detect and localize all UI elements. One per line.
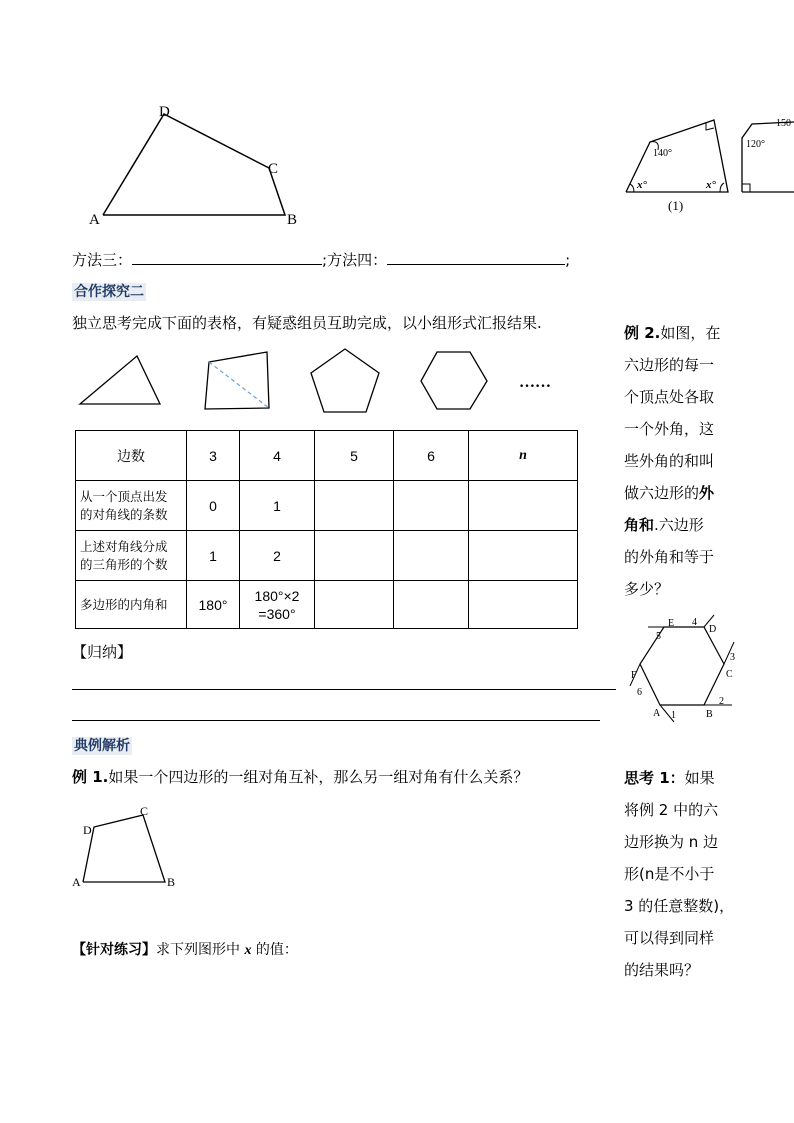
example2-bold-term: 外	[699, 484, 715, 502]
fig1-caption: (1)	[668, 198, 684, 213]
section2-instruction: 独立思考完成下面的表格，有疑惑组员互助完成，以小组形式汇报结果.	[72, 314, 542, 332]
table-cell[interactable]	[469, 581, 578, 629]
hex-vertex-c: C	[726, 669, 733, 680]
hex-angle-3: 3	[730, 652, 735, 663]
table-header-cell: n	[469, 431, 578, 481]
polygon-table	[75, 430, 578, 629]
table-cell: 1	[187, 531, 240, 581]
hex-angle-6: 6	[637, 687, 642, 698]
table-cell[interactable]	[315, 531, 394, 581]
table-cell[interactable]	[394, 531, 469, 581]
section-header-cooperation: 合作探究二	[74, 284, 144, 300]
section-header-examples: 典例解析	[74, 738, 130, 754]
hexagon-exterior-angles-figure	[620, 612, 750, 724]
example1-question: 如果一个四边形的一组对角互补，那么另一组对角有什么关系？	[108, 768, 529, 786]
summary-line-2[interactable]	[72, 720, 600, 721]
example1-text	[72, 767, 528, 787]
think1-line: 形(n是不小于	[624, 865, 715, 883]
table-header-cell: 4	[240, 431, 315, 481]
summary-line-1[interactable]	[72, 689, 616, 690]
vertex-label-d: D	[159, 104, 170, 120]
example2-line: 个顶点处各取	[624, 388, 715, 406]
hex-angle-2: 2	[719, 696, 724, 707]
hex-vertex-d: D	[709, 624, 717, 635]
table-row	[76, 531, 578, 581]
vertex-label-b: B	[287, 212, 298, 228]
example2-line: 多少？	[624, 580, 670, 598]
table-header-cell: 边数	[76, 431, 187, 481]
table-cell: 1	[240, 481, 315, 531]
practice-line	[72, 940, 298, 961]
table-cell: 0	[187, 481, 240, 531]
ellipsis: ……	[519, 374, 551, 391]
table-header-cell: 5	[315, 431, 394, 481]
practice-label: 【针对练习】	[72, 942, 156, 958]
method4-label: ;方法四：	[322, 251, 388, 269]
example2-line: 六边形的每一	[624, 356, 715, 374]
hex-vertex-f: F	[631, 670, 637, 681]
example2-line: 做六边形的	[624, 484, 700, 502]
quadrilateral-diagonal	[209, 362, 269, 408]
practice-var: x	[244, 943, 252, 958]
vertex-label-c: C	[140, 804, 149, 818]
methods-end: ;	[565, 251, 571, 269]
example2-line: 些外角的和叫	[624, 452, 715, 470]
example1-label: 例 1.	[72, 768, 109, 786]
table-cell[interactable]	[394, 481, 469, 531]
quadrilateral-figure-top	[85, 100, 315, 230]
row-label: 多边形的内角和	[76, 581, 187, 629]
hex-angle-4: 4	[692, 617, 697, 628]
example2-line: 一个外角，这	[624, 420, 715, 438]
hex-angle-5: 5	[656, 631, 661, 642]
think1-line: 将例 2 中的六	[624, 801, 719, 819]
fig1-x-left: x°	[637, 179, 647, 191]
hex-vertex-a: A	[653, 708, 661, 719]
table-cell[interactable]	[469, 531, 578, 581]
think1-line: 边形换为 n 边	[624, 833, 719, 851]
hex-angle-1: 1	[671, 710, 676, 721]
summary-title: 【归纳】	[72, 643, 133, 661]
method4-blank[interactable]	[387, 250, 565, 265]
polygon-shapes-row	[75, 342, 575, 422]
row-label: 从一个顶点出发 的对角线的条数	[76, 481, 187, 531]
method3-label: 方法三：	[72, 251, 133, 269]
methods-line	[72, 250, 570, 270]
table-cell: 180°	[187, 581, 240, 629]
row-label: 上述对角线分成 的三角形的个数	[76, 531, 187, 581]
table-row	[76, 481, 578, 531]
vertex-label-d: D	[83, 823, 92, 837]
vertex-label-a: A	[72, 875, 81, 889]
think1-label: 思考 1：	[624, 769, 685, 787]
practice-text-a: 求下列图形中	[156, 942, 245, 958]
hexagon-shape	[421, 352, 487, 409]
example2-bold-term-2: 角和	[624, 516, 655, 534]
hex-vertex-e: E	[668, 618, 675, 629]
triangle-shape	[80, 356, 160, 404]
practice-text-b: 的值：	[251, 942, 298, 958]
fig2-angle-a: 120°	[746, 139, 765, 150]
method3-blank[interactable]	[132, 250, 322, 265]
table-cell: 180°×2 =360°	[240, 581, 315, 629]
fig1-angle-label: 140°	[653, 148, 672, 159]
table-cell: 2	[240, 531, 315, 581]
think1-text	[624, 762, 734, 986]
table-cell[interactable]	[315, 481, 394, 531]
right-figure-1	[620, 110, 794, 215]
example2-label: 例 2.	[624, 324, 661, 342]
table-cell[interactable]	[394, 581, 469, 629]
table-row	[76, 581, 578, 629]
example2-line: 的外角和等于	[624, 548, 715, 566]
table-cell[interactable]	[469, 481, 578, 531]
hex-vertex-b: B	[706, 709, 713, 720]
think1-line: 3 的任意整数)，	[624, 897, 735, 915]
example2-line: .六边形	[654, 516, 704, 534]
table-header-cell: 3	[187, 431, 240, 481]
vertex-label-a: A	[89, 212, 100, 228]
table-cell[interactable]	[315, 581, 394, 629]
think1-line: 可以得到同样	[624, 929, 715, 947]
think1-line: 的结果吗？	[624, 961, 700, 979]
table-header-cell: 6	[394, 431, 469, 481]
fig1-x-right: x°	[706, 179, 716, 191]
vertex-label-c: C	[268, 161, 279, 177]
example2-line: 如图，在	[660, 324, 721, 342]
example2-text	[624, 317, 720, 605]
pentagon-shape	[311, 349, 379, 412]
vertex-label-b: B	[167, 875, 176, 889]
think1-line: 如果	[684, 769, 715, 787]
example1-quadrilateral	[70, 800, 190, 892]
fig2-angle-b: 150	[776, 118, 791, 129]
